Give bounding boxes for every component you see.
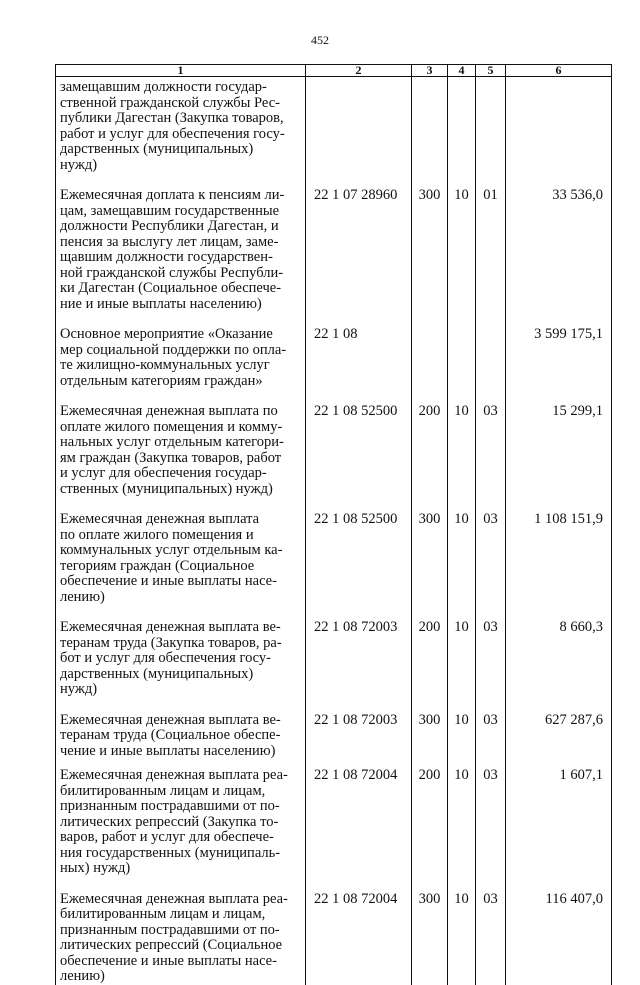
table-row bbox=[56, 620, 612, 713]
row-amount bbox=[506, 77, 612, 189]
row-col-5: 03 bbox=[476, 620, 506, 713]
budget-table bbox=[55, 64, 612, 985]
row-name: Ежемесячная денежная выплата по оплате жилого помещения и комму- нальных услуг отдельным категори- ям граждан (Закупка товаров, работ и услуг для обеспечения государ- ственных (муниципальных) нужд) bbox=[56, 404, 306, 512]
row-col-3: 200 bbox=[412, 620, 448, 713]
row-name: Ежемесячная денежная выплата ве- теранам труда (Закупка товаров, ра- бот и услуг для обеспечения госу- дарственных (муниципальных) нужд) bbox=[56, 620, 306, 713]
row-col-3 bbox=[412, 327, 448, 404]
row-code: 22 1 08 52500 bbox=[306, 404, 412, 512]
row-name: Ежемесячная доплата к пенсиям ли- цам, замещавшим государственные должности Республики Дагестан, и пенсия за выслугу лет лицам, заме- щавшим должности государствен- ной гражданской службы Республи- ки Дагестан (Социальное обеспече- ние и иные выплаты населению) bbox=[56, 188, 306, 327]
row-col-5: 03 bbox=[476, 404, 506, 512]
row-col-4 bbox=[448, 327, 476, 404]
row-code: 22 1 08 bbox=[306, 327, 412, 404]
header-col-3: 3 bbox=[412, 65, 448, 77]
header-col-1: 1 bbox=[56, 65, 306, 77]
table-body bbox=[56, 77, 612, 985]
row-col-4: 10 bbox=[448, 620, 476, 713]
row-col-5: 01 bbox=[476, 188, 506, 327]
header-col-5: 5 bbox=[476, 65, 506, 77]
row-col-3: 200 bbox=[412, 404, 448, 512]
table-row bbox=[56, 188, 612, 327]
row-amount: 627 287,6 bbox=[506, 713, 612, 769]
table-row bbox=[56, 892, 612, 985]
row-name: Ежемесячная денежная выплата реа- билитированным лицам и лицам, признанным пострадавшими от по- литических репрессий (Закупка то- варов, работ и услуг для обеспече- ния государственных (муниципаль- ных) нужд) bbox=[56, 768, 306, 892]
row-amount: 3 599 175,1 bbox=[506, 327, 612, 404]
row-name: замещавшим должности государ- ственной гражданской службы Рес- публики Дагестан (Закупка товаров, работ и услуг для обеспечения госу- дарственных (муниципальных) нужд) bbox=[56, 77, 306, 189]
row-amount: 33 536,0 bbox=[506, 188, 612, 327]
row-name: Ежемесячная денежная выплата реа- билитированным лицам и лицам, признанным пострадавшими от по- литических репрессий (Социальное обеспечение и иные выплаты насе- лению) bbox=[56, 892, 306, 985]
header-col-6: 6 bbox=[506, 65, 612, 77]
header-row bbox=[56, 65, 612, 77]
row-col-3 bbox=[412, 77, 448, 189]
row-col-3: 300 bbox=[412, 512, 448, 620]
row-col-5: 03 bbox=[476, 768, 506, 892]
row-amount: 15 299,1 bbox=[506, 404, 612, 512]
row-col-4: 10 bbox=[448, 188, 476, 327]
row-name: Ежемесячная денежная выплата по оплате жилого помещения и коммунальных услуг отдельным ка- тегориям граждан (Социальное обеспечение и иные выплаты насе- лению) bbox=[56, 512, 306, 620]
row-code: 22 1 08 72003 bbox=[306, 620, 412, 713]
row-amount: 116 407,0 bbox=[506, 892, 612, 985]
table-row bbox=[56, 768, 612, 892]
row-col-5: 03 bbox=[476, 892, 506, 985]
table-row bbox=[56, 512, 612, 620]
row-amount: 8 660,3 bbox=[506, 620, 612, 713]
row-col-5 bbox=[476, 77, 506, 189]
row-col-5: 03 bbox=[476, 713, 506, 769]
row-code: 22 1 08 72004 bbox=[306, 768, 412, 892]
row-code: 22 1 07 28960 bbox=[306, 188, 412, 327]
row-col-4: 10 bbox=[448, 892, 476, 985]
table-row bbox=[56, 77, 612, 189]
header-col-4: 4 bbox=[448, 65, 476, 77]
row-amount: 1 108 151,9 bbox=[506, 512, 612, 620]
row-code: 22 1 08 72004 bbox=[306, 892, 412, 985]
header-col-2: 2 bbox=[306, 65, 412, 77]
row-col-4 bbox=[448, 77, 476, 189]
row-col-4: 10 bbox=[448, 512, 476, 620]
row-col-3: 300 bbox=[412, 188, 448, 327]
row-col-3: 300 bbox=[412, 713, 448, 769]
table-row bbox=[56, 327, 612, 404]
table-row bbox=[56, 404, 612, 512]
row-col-4: 10 bbox=[448, 768, 476, 892]
row-col-3: 200 bbox=[412, 768, 448, 892]
row-col-4: 10 bbox=[448, 404, 476, 512]
row-code: 22 1 08 52500 bbox=[306, 512, 412, 620]
page-number: 452 bbox=[311, 33, 329, 47]
row-col-4: 10 bbox=[448, 713, 476, 769]
table-row bbox=[56, 713, 612, 769]
row-name: Ежемесячная денежная выплата ве- теранам труда (Социальное обеспе- чение и иные выплаты населению) bbox=[56, 713, 306, 769]
row-name: Основное мероприятие «Оказание мер социальной поддержки по опла- те жилищно-коммунальных услуг отдельным категориям граждан» bbox=[56, 327, 306, 404]
row-col-5 bbox=[476, 327, 506, 404]
row-code: 22 1 08 72003 bbox=[306, 713, 412, 769]
row-col-3: 300 bbox=[412, 892, 448, 985]
row-amount: 1 607,1 bbox=[506, 768, 612, 892]
row-code bbox=[306, 77, 412, 189]
row-col-5: 03 bbox=[476, 512, 506, 620]
